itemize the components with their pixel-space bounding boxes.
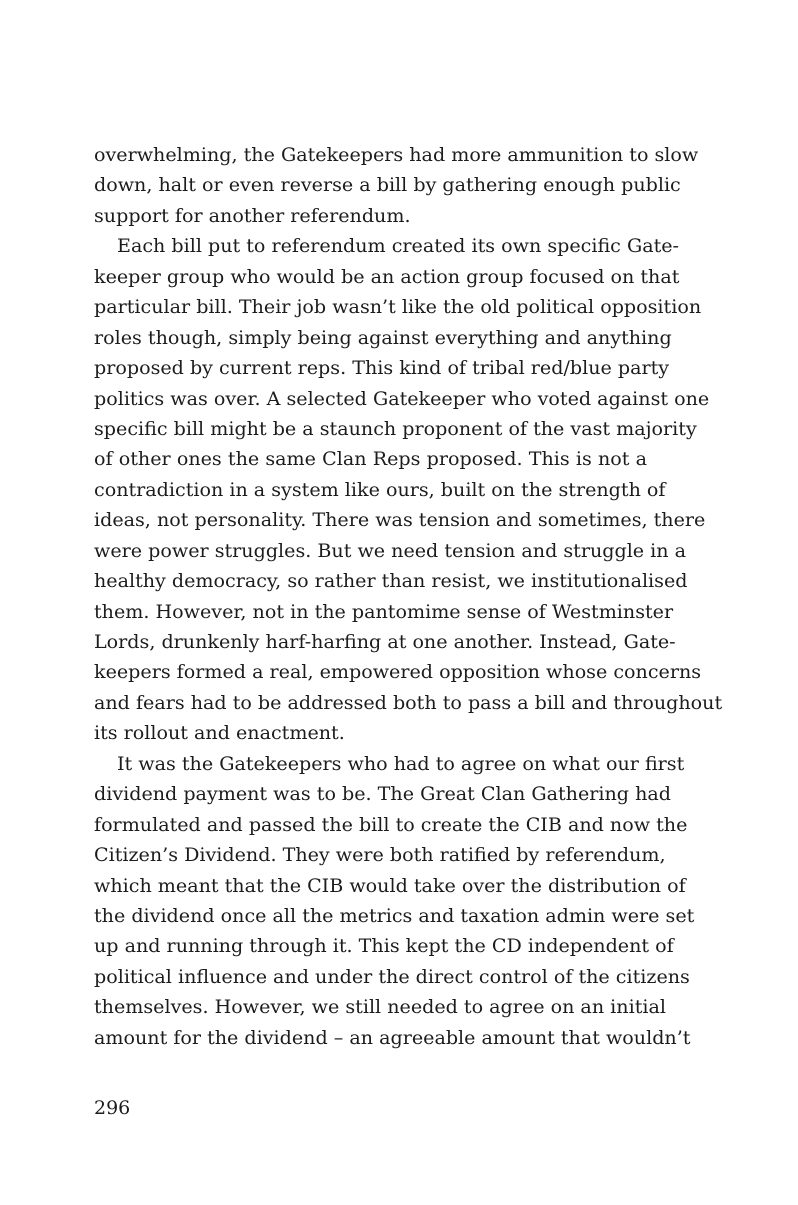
text-line: and fears had to be addressed both to pass a bill and throughout	[94, 690, 723, 714]
text-line: the dividend once all the metrics and taxation admin were set	[94, 903, 695, 927]
text-line: It was the Gatekeepers who had to agree on what our first	[117, 751, 685, 775]
text-line: proposed by current reps. This kind of tribal red/blue party	[94, 356, 670, 380]
text-line: Lords, drunkenly harf-harfing at one another. Instead, Gate-	[94, 630, 676, 653]
text-line: formulated and passed the bill to create the CIB and now the	[94, 812, 688, 836]
page-number: 296	[94, 1097, 131, 1119]
text-line: keepers formed a real, empowered opposition whose concerns	[94, 660, 702, 684]
text-line: political influence and under the direct control of the citizens	[94, 964, 690, 988]
text-line: themselves. However, we still needed to agree on an initial	[94, 995, 666, 1019]
text-line: ideas, not personality. There was tension and sometimes, there	[94, 508, 706, 532]
paragraph	[94, 140, 699, 231]
paragraph	[94, 231, 723, 748]
text-line: were power struggles. But we need tension and struggle in a	[94, 538, 687, 562]
text-line: Each bill put to referendum created its own specific Gate-	[117, 234, 680, 258]
text-line: down, halt or even reverse a bill by gathering enough public	[94, 173, 681, 197]
text-line: dividend payment was to be. The Great Clan Gathering had	[94, 782, 671, 806]
text-line: specific bill might be a staunch proponent of the vast majority	[94, 416, 697, 440]
text-line: politics was over. A selected Gatekeeper who voted against one	[94, 386, 710, 410]
paragraph	[94, 749, 695, 1053]
text-line: them. However, not in the pantomime sense of Westminster	[94, 599, 674, 623]
text-line: contradiction in a system like ours, built on the strength of	[94, 477, 666, 501]
text-line: amount for the dividend – an agreeable amount that wouldn’t	[94, 1025, 691, 1049]
text-line: up and running through it. This kept the CD independent of	[94, 934, 674, 958]
text-line: overwhelming, the Gatekeepers had more ammunition to slow	[94, 143, 699, 166]
text-line: of other ones the same Clan Reps proposed. This is not a	[94, 447, 647, 471]
text-line: keeper group who would be an action group focused on that	[94, 264, 680, 288]
text-line: roles though, simply being against everything and anything	[94, 325, 672, 349]
text-line: healthy democracy, so rather than resist, we institutionalised	[94, 569, 688, 593]
text-line: which meant that the CIB would take over the distribution of	[94, 873, 686, 897]
body-text	[94, 140, 723, 1053]
text-line: particular bill. Their job wasn’t like the old political opposition	[94, 295, 702, 319]
text-line: Citizen’s Dividend. They were both ratified by referendum,	[94, 843, 666, 867]
text-line: support for another referendum.	[94, 203, 411, 227]
text-line: its rollout and enactment.	[94, 721, 345, 745]
